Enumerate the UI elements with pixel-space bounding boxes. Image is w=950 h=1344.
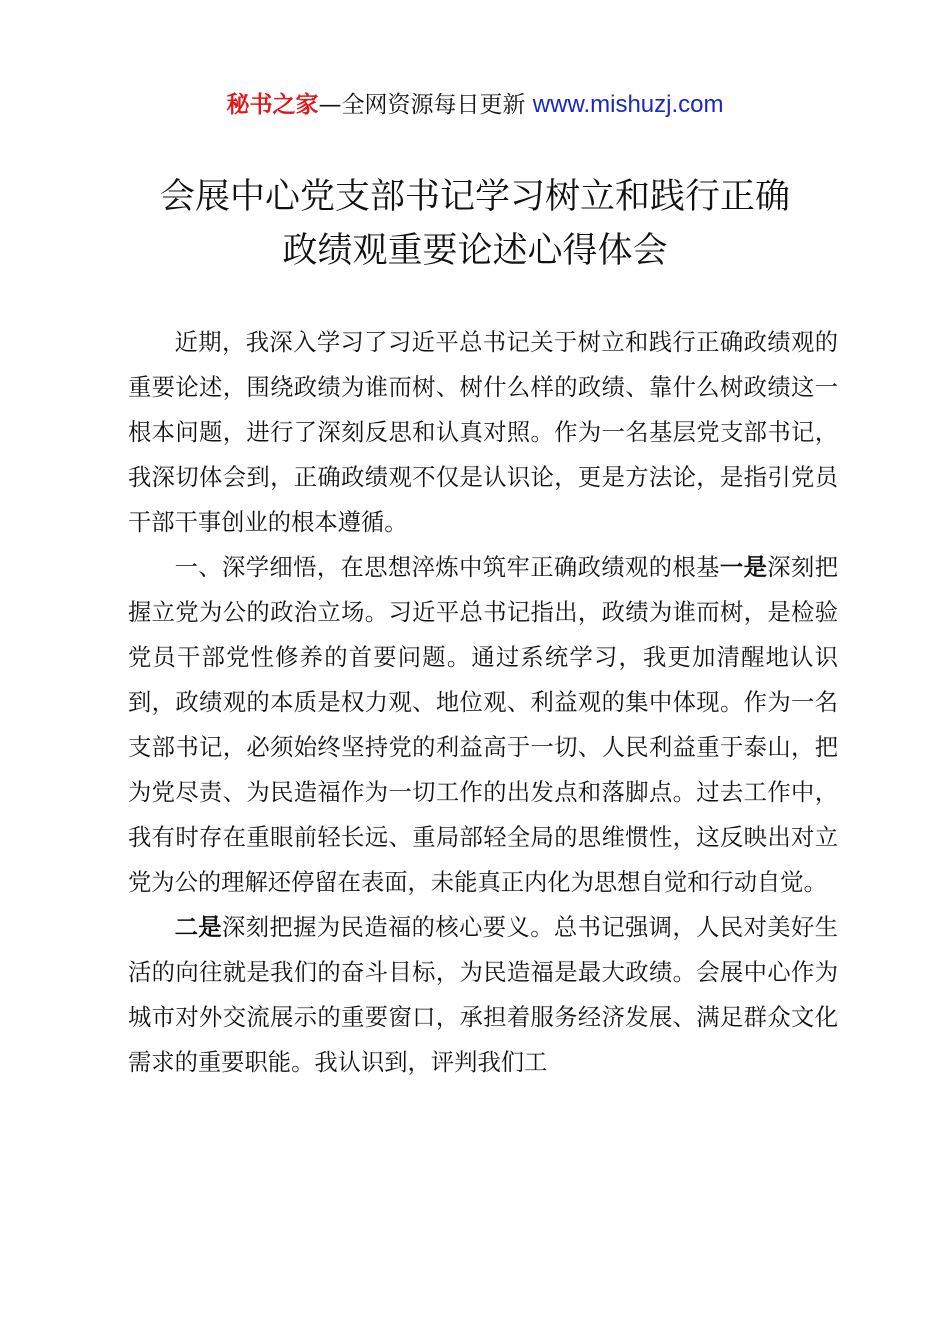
document-body — [128, 320, 838, 1085]
paragraph-intro: 近期，我深入学习了习近平总书记关于树立和践行正确政绩观的重要论述，围绕政绩为谁而树、树什么样的政绩、靠什么树政绩这一根本问题，进行了深刻反思和认真对照。作为一名基层党支部书记，我深切体会到，正确政绩观不仅是认识论，更是方法论，是指引党员干部干事创业的根本遵循。 — [128, 329, 838, 536]
paragraph-section-1 — [128, 545, 838, 905]
document-title — [60, 170, 890, 278]
point-text-1: 深刻把握立党为公的政治立场。习近平总书记指出，政绩为谁而树，是检验党员干部党性修养的首要问题。通过系统学习，我更加清醒地认识到，政绩观的本质是权力观、地位观、利益观的集中体现。作为一名支部书记，必须始终坚持党的利益高于一切、人民利益重于泰山，把为党尽责、为民造福作为一切工作的出发点和落脚点。过去工作中，我有时存在重眼前轻长远、重局部轻全局的思维惯性，这反映出对立党为公的理解还停留在表面，未能真正内化为思想自觉和行动自觉。 — [128, 554, 839, 896]
title-line-1: 会展中心党支部书记学习树立和践行正确 — [159, 177, 790, 217]
site-url-link[interactable]: www.mishuzj.com — [532, 91, 724, 118]
site-tagline: —全网资源每日更新 — [318, 92, 526, 118]
point-lead-2: 二是 — [174, 914, 223, 941]
section-heading: 一、深学细悟，在思想淬炼中筑牢正确政绩观的根基 — [174, 554, 720, 581]
site-brand: 秘书之家 — [226, 92, 319, 118]
paragraph-point-2 — [128, 905, 838, 1085]
site-header — [0, 88, 950, 122]
title-line-2: 政绩观重要论述心得体会 — [282, 231, 668, 271]
point-lead-1: 一是 — [719, 554, 768, 581]
point-text-2: 深刻把握为民造福的核心要义。总书记强调，人民对美好生活的向往就是我们的奋斗目标，为民造福是最大政绩。会展中心作为城市对外交流展示的重要窗口，承担着服务经济发展、满足群众文化需求的重要职能。我认识到，评判我们工 — [128, 914, 839, 1076]
